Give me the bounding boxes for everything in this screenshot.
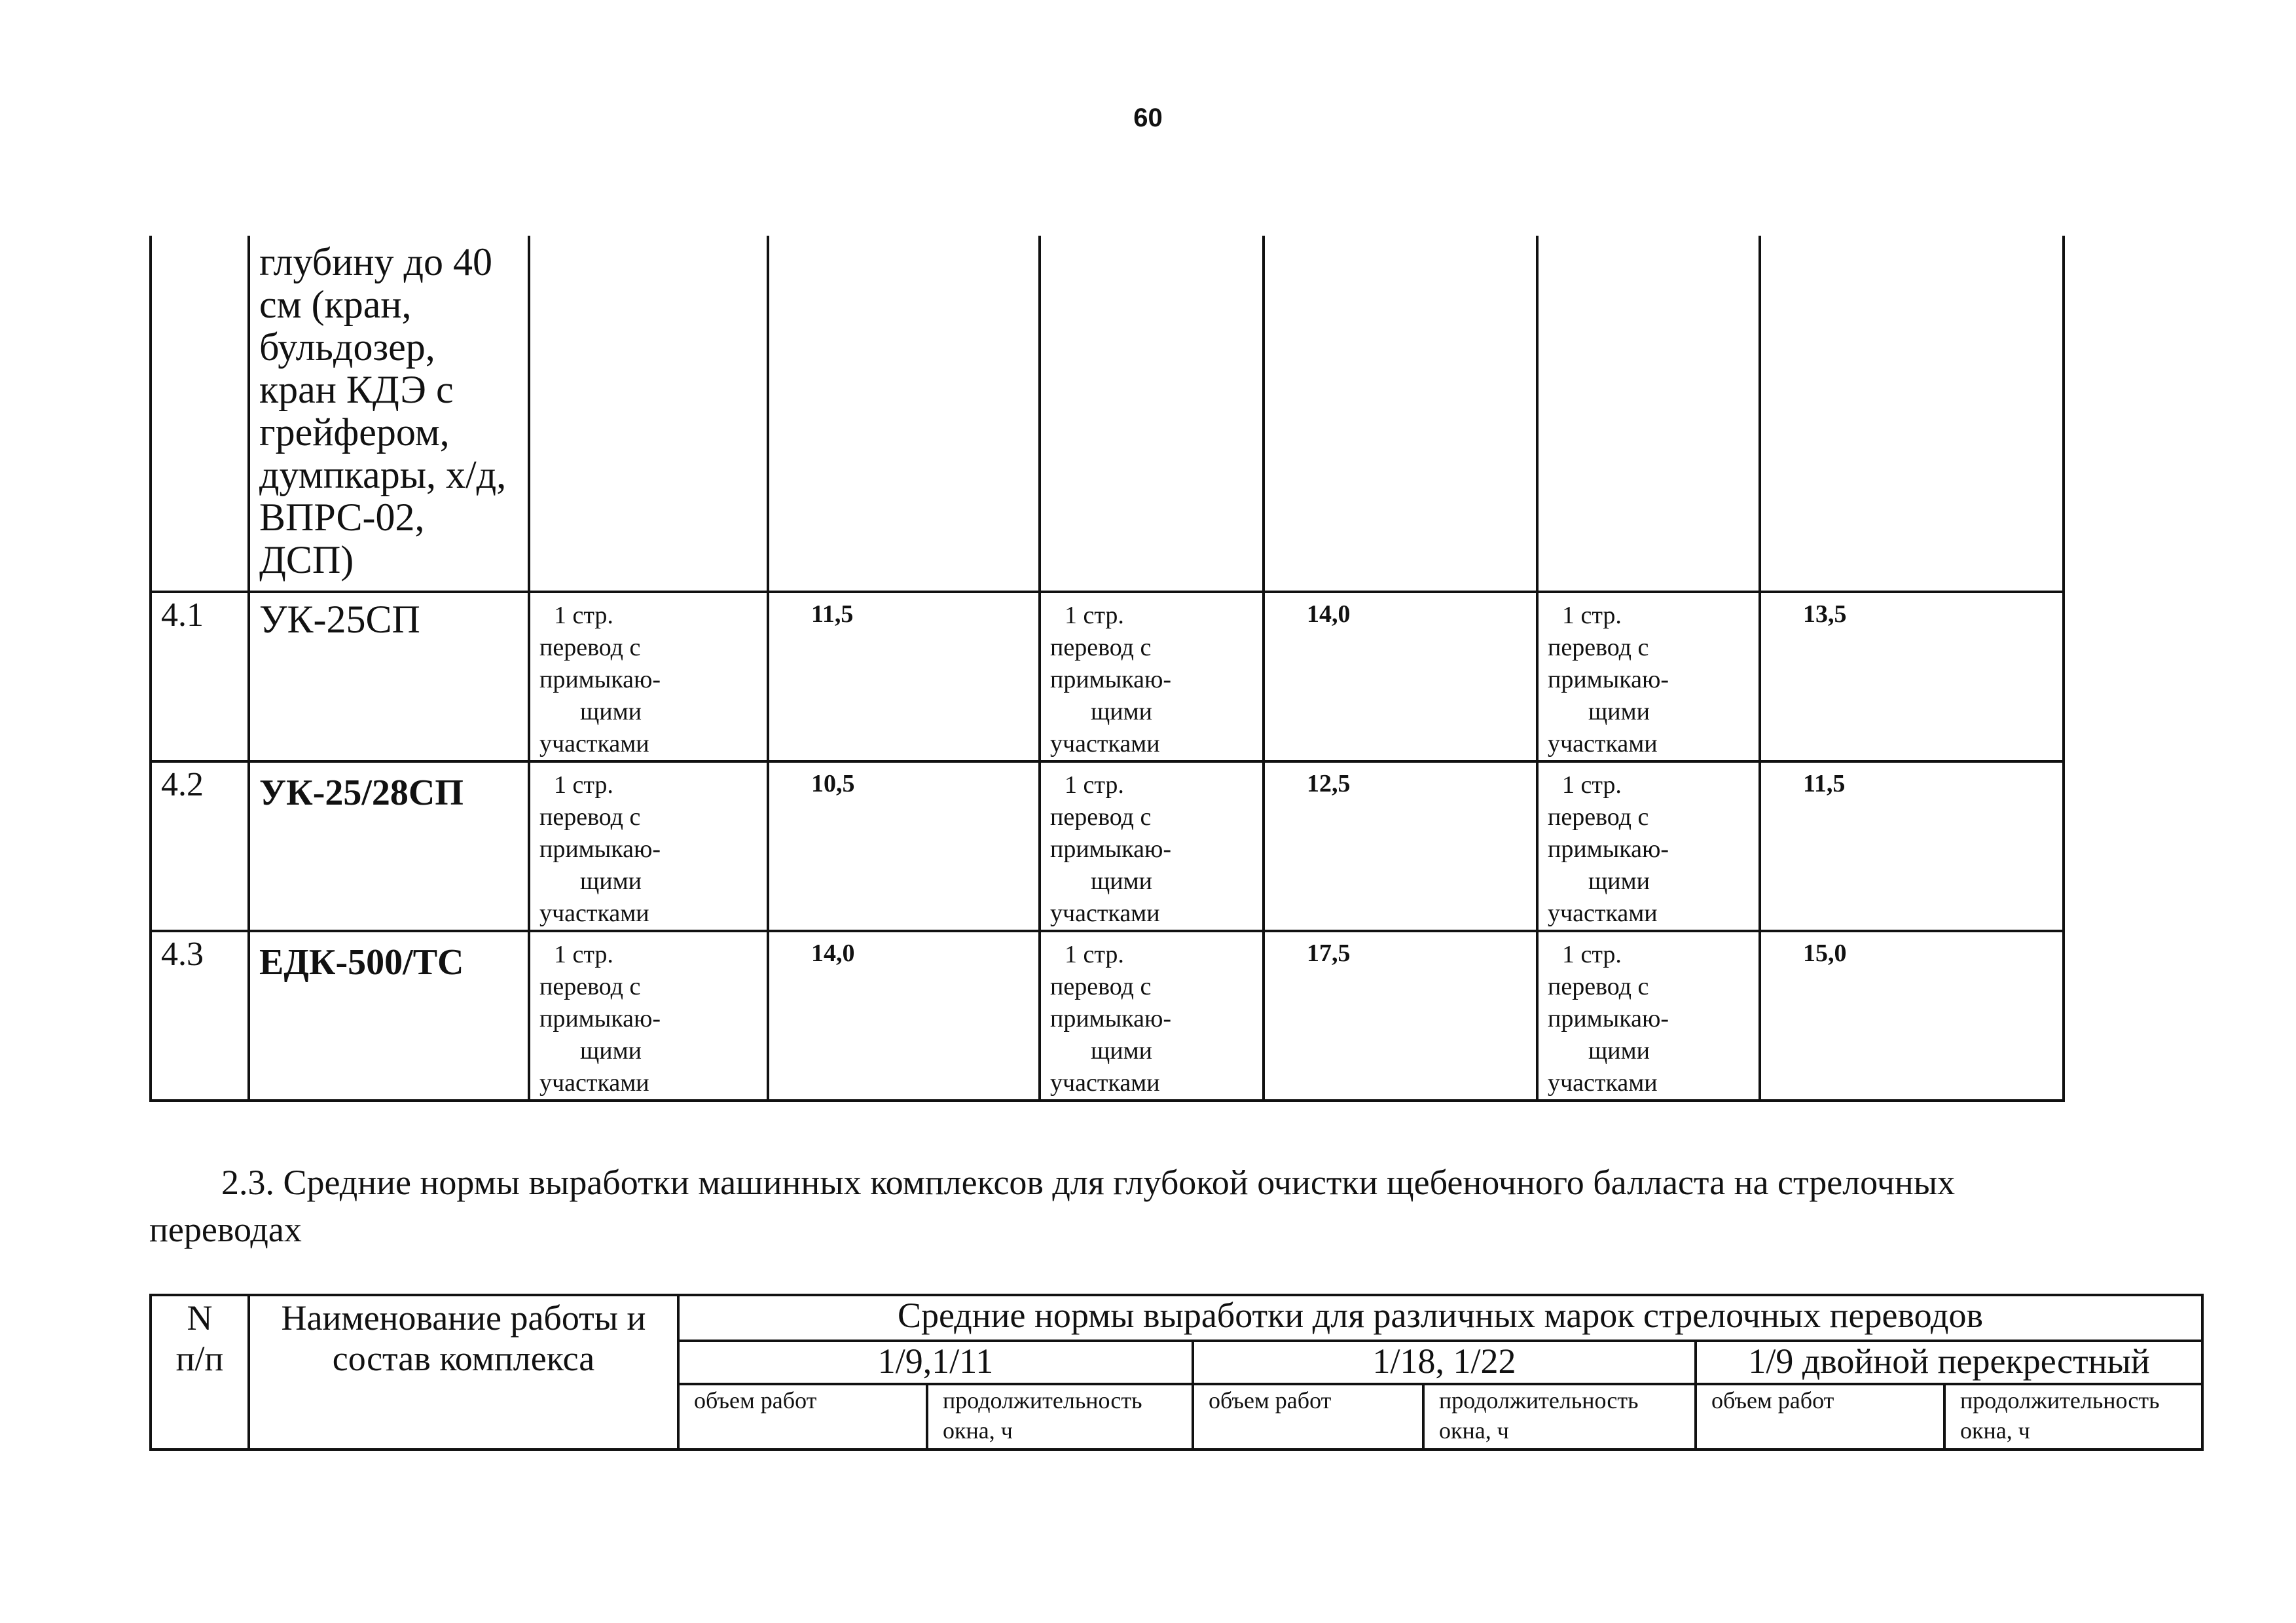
table-row [151, 592, 2064, 761]
empty-cell [1264, 236, 1537, 592]
work-name-cell [249, 236, 529, 592]
name-line: думпкары, х/д, [259, 453, 507, 496]
volume-header: объем работ [1193, 1384, 1423, 1450]
name-line: глубину до 40 [259, 240, 492, 283]
row-number: 4.1 [151, 592, 249, 761]
duration-value: 11,5 [768, 592, 1040, 761]
empty-cell [1040, 236, 1264, 592]
empty-cell [1760, 236, 2064, 592]
duration-value: 10,5 [768, 761, 1040, 931]
norms-table-header [149, 1294, 2204, 1451]
condition-cell: 1 стр. перевод с примыкаю- щими участками [529, 592, 768, 761]
heading-line: 2.3. Средние нормы выработки машинных комплексов для глубокой очистки щебеночного балласта на стрелочных [221, 1163, 1956, 1202]
duration-value: 17,5 [1264, 931, 1537, 1101]
empty-cell [768, 236, 1040, 592]
duration-value: 14,0 [768, 931, 1040, 1101]
empty-cell [1537, 236, 1760, 592]
name-line: бульдозер, [259, 325, 435, 369]
name-line: см (кран, [259, 283, 412, 326]
duration-value: 11,5 [1760, 761, 2064, 931]
row-number: 4.3 [151, 931, 249, 1101]
volume-header: объем работ [1696, 1384, 1944, 1450]
duration-header: продолжительность окна, ч [1423, 1384, 1696, 1450]
table-row [151, 931, 2064, 1101]
row-number: 4.2 [151, 761, 249, 931]
duration-value: 12,5 [1264, 761, 1537, 931]
condition-cell: 1 стр. перевод с примыкаю- щими участками [529, 931, 768, 1101]
heading-line: переводах [149, 1210, 302, 1249]
col-name-header: Наименование работы и состав комплекса [249, 1295, 678, 1450]
num-cell [151, 236, 249, 592]
duration-value: 14,0 [1264, 592, 1537, 761]
volume-header: объем работ [678, 1384, 927, 1450]
machine-name: ЕДК-500/ТС [249, 931, 529, 1101]
duration-header: продолжительность окна, ч [927, 1384, 1193, 1450]
norms-table-continued [149, 236, 2065, 1102]
condition-cell: 1 стр. перевод с примыкаю- щими участками [1040, 592, 1264, 761]
group-double-cross: 1/9 двойной перекрестный [1696, 1341, 2202, 1384]
condition-cell: 1 стр. перевод с примыкаю- щими участками [1537, 931, 1760, 1101]
condition-cell: 1 стр. перевод с примыкаю- щими участками [1040, 761, 1264, 931]
group-1-9-1-11: 1/9,1/11 [678, 1341, 1193, 1384]
condition-cell: 1 стр. перевод с примыкаю- щими участками [1537, 592, 1760, 761]
name-line: ДСП) [259, 538, 354, 581]
name-line: ВПРС-02, [259, 496, 425, 539]
duration-header: продолжительность окна, ч [1944, 1384, 2202, 1450]
condition-cell: 1 стр. перевод с примыкаю- щими участками [1537, 761, 1760, 931]
col-number-header: N п/п [151, 1295, 249, 1450]
continuation-row [151, 236, 2064, 592]
machine-name: УК-25СП [249, 592, 529, 761]
name-line: кран КДЭ с [259, 368, 454, 411]
condition-cell: 1 стр. перевод с примыкаю- щими участками [529, 761, 768, 931]
section-heading [149, 1159, 2166, 1253]
name-line: грейфером, [259, 410, 450, 454]
duration-value: 15,0 [1760, 931, 2064, 1101]
condition-cell: 1 стр. перевод с примыкаю- щими участками [1040, 931, 1264, 1101]
machine-name: УК-25/28СП [249, 761, 529, 931]
table-row [151, 761, 2064, 931]
duration-value: 13,5 [1760, 592, 2064, 761]
group-1-18-1-22: 1/18, 1/22 [1193, 1341, 1696, 1384]
group-header: Средние нормы выработки для различных марок стрелочных переводов [678, 1295, 2202, 1341]
header-row [151, 1295, 2202, 1341]
empty-cell [529, 236, 768, 592]
page-number: 60 [1133, 103, 1163, 132]
